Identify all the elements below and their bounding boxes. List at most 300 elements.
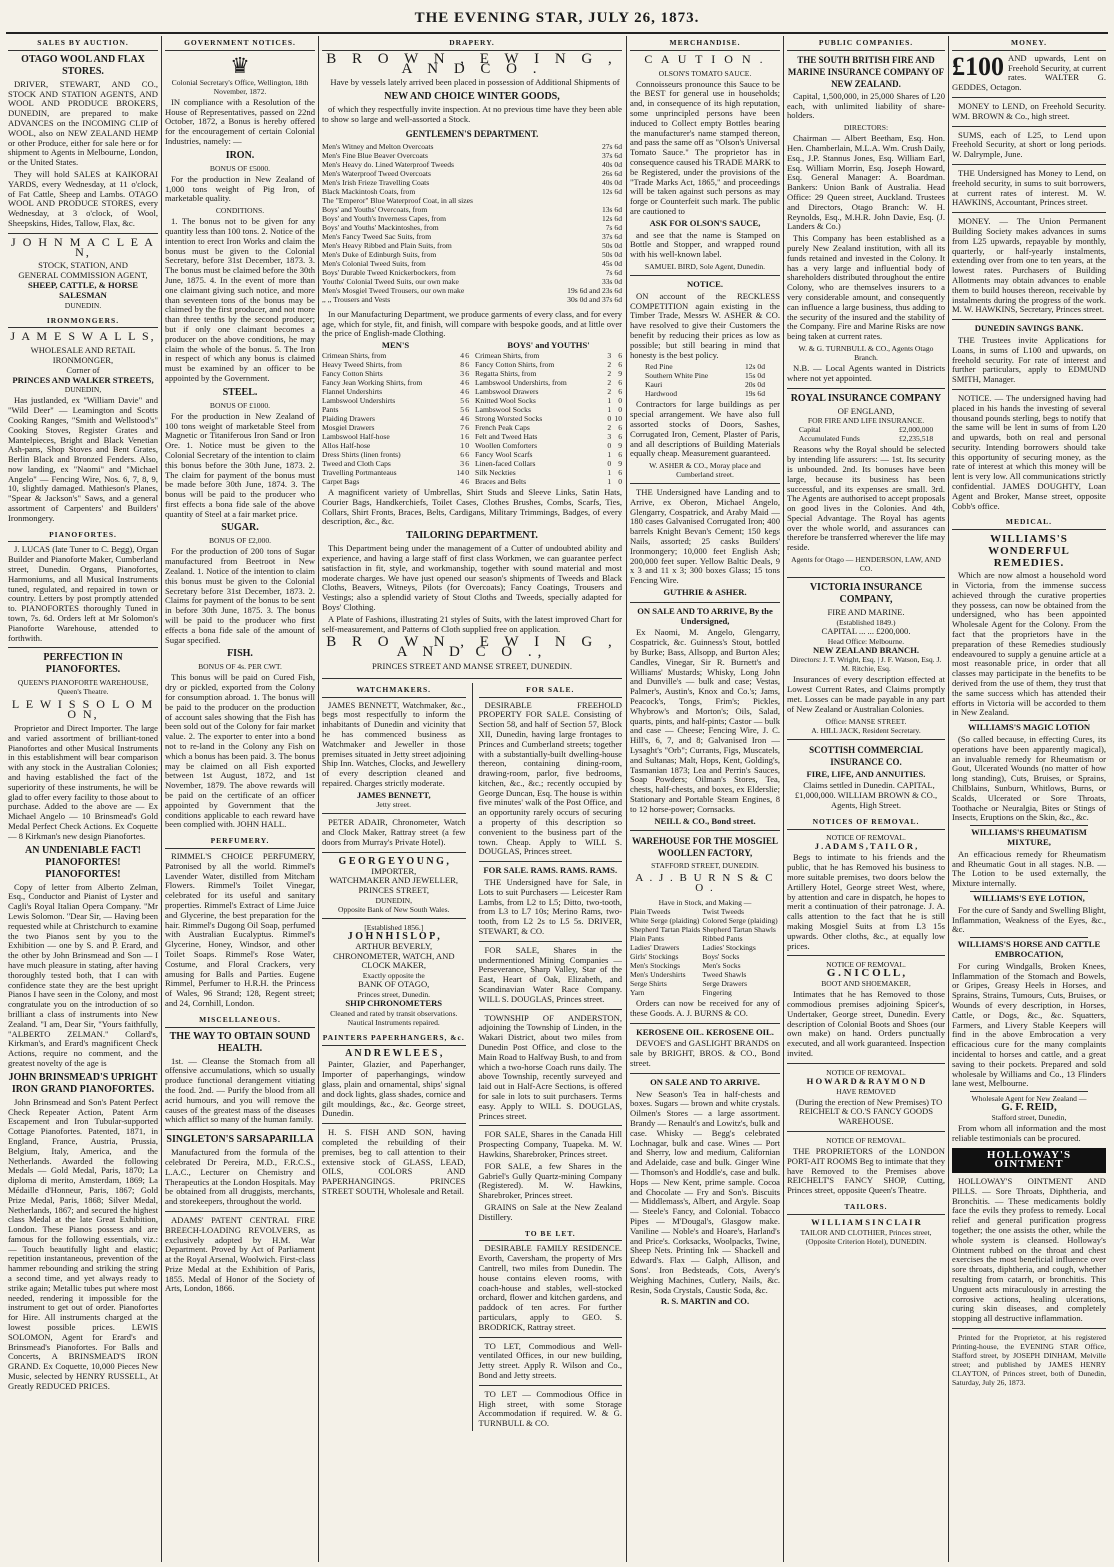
ad-line: NOTICE OF REMOVAL. xyxy=(826,960,906,970)
item-shillings: 2 xyxy=(607,386,612,396)
divider xyxy=(970,825,1088,826)
item-shillings: 3 xyxy=(607,431,612,441)
ad-line: FIRE, LIFE, AND ANNUITIES. xyxy=(806,768,926,779)
item-pence: 6 xyxy=(618,422,622,432)
ad-line: HAVE REMOVED xyxy=(836,1086,896,1096)
ad-title: J O H N H I S L O P , xyxy=(347,931,440,943)
item-price xyxy=(542,196,622,205)
ad-line: WHOLESALE AND RETAIL xyxy=(30,345,136,356)
item-name: Lambswool Undershirts, from xyxy=(475,377,567,387)
item-price: 50s 0d xyxy=(601,249,622,259)
item-price: 19s 6d xyxy=(744,389,765,399)
ad-body: This Company has been established as a purely New Zealand institution, with all its funds retained and invested in the Colony. It has a very large and influential body of shareholders distributed throughout the entire Colony, who are themselves insurers to a very considerable amount, and consequently can influence a large business, thus adding to the security of the insured and the stability of the Company. Fire and Marine Risks are now being taken at current rates. xyxy=(787,233,945,342)
ad-title: FOR SALE. RAMS. RAMS. RAMS. xyxy=(483,865,618,876)
divider xyxy=(952,212,1106,213)
column-rule xyxy=(161,36,162,1562)
item-shillings: 2 xyxy=(607,422,612,432)
section-heading: NOTICES OF REMOVAL. xyxy=(787,815,945,830)
divider xyxy=(630,1023,780,1024)
ad-body: In our Manufacturing Department, we produce garments of every class, and for every age, which for style, fit, and finish, will compare with bespoke goods, and at little over the price of English-made Clothing. xyxy=(322,308,622,339)
table-row xyxy=(799,434,933,443)
item-shillings: 1 xyxy=(460,440,464,450)
table-row xyxy=(475,450,622,459)
ad-body: TO LET — Commodious Office in High street, with some Storage Accommodation if required. W. & G. TURNBULL & CO. xyxy=(478,1388,622,1429)
ad-line: DIRECTORS: xyxy=(843,123,889,133)
table-row xyxy=(475,351,622,360)
ad-body: AND upwards, Lent on Freehold Security, at current rates. WALTER G. GEDDES, Octagon. xyxy=(952,52,1106,93)
item-pence: 6 xyxy=(618,359,622,369)
ad-body: Which are now almost a household word in Victoria, from the immense success achieved through the curative properties they possess, can now be obtained from the undersigned, who has been appointed Wholesale Agent for the Colony. From the fact that the proprietors have in the preparation of these Remedies studiously endeavoured to supply a genuine article at a most reasonable price, in order that all classes may participate in the benefits to be derived from the use of them, they trust that the same success which has attended their efforts in Victoria will be accorded to them in New Zealand. xyxy=(952,570,1106,718)
table-row xyxy=(475,396,622,405)
ad-body: New Season's Tea in half-chests and boxes. Sugars — brown and white crystals. Oilmen's Stores — a large assortment. Brandy — Renault's and Lowitz's, bulk and case. Whisky — Begg's celebrated Lochnagar, bulk and case. Wines — Port and Sherry, low and medium, Californian and Adelaide, case and bulk. Ginger Wine — Thomson's and Hoddle's, case and bulk. Hops — New Kent, prime sample. Cocoa and Chocolate — Fry and Son's. Biscuits — Middlemass's, Albert, and Argyle. Soap — Steele's Fancy, and Colonial. Tobacco Pipes — M'Dougal's, Glasgow make. Vaniline — Noble's and Hoare's, Harland's and Price's. Corksacks, Woolpacks, Twine, Sheep Nets. Printing Ink — Shackell and Edward's. Flax — Galph, Allison, and Sons'. Iron Bedsteads, Cots, Avery's Weighing Machines, Cutlery, Nails, &c. Resin, Soda Crystals, Caustic Soda, &c. xyxy=(630,1088,780,1295)
list-heading: BOYS' and YOUTHS' xyxy=(507,340,590,351)
price-lists xyxy=(322,341,622,486)
divider xyxy=(952,319,1106,320)
divider xyxy=(787,955,945,956)
divider xyxy=(479,1337,623,1338)
item-name: Twist Tweeds xyxy=(702,906,744,916)
item-name: Serge Shirts xyxy=(630,978,667,988)
ad-title: ON SALE AND TO ARRIVE. xyxy=(650,1076,760,1087)
item-name: Men's Heavy Ribbed and Plain Suits, from xyxy=(322,240,452,250)
item-pence: 6 xyxy=(465,422,469,432)
table-row xyxy=(322,286,622,295)
printer-imprint: Printed for the Proprietor, at his registered Printing-house, the EVENING STAR Office, Stafford street, by JOSEPH DINHAM, Melville street; and published by JAMES HENRY CLAYTON, of Princes street, both of Dunedin, Saturday, July 26, 1873. xyxy=(952,1333,1106,1388)
ad-title: AN UNDENIABLE FACT! PIANOFORTES! PIANOFORTES! xyxy=(25,844,141,880)
item-pence: 0 xyxy=(465,440,469,450)
item-name: Lambswool Half-hose xyxy=(322,431,390,441)
ad-body: Proprietor and Direct Importer. The large and varied assortment of brilliant-toned Pianofortes and other Musical Instruments in this establishment will bear comparison with any stock in the Australian Colonies; and having established the fact of the superiority of these instruments, he will be glad to offer every facility to those about to purchase. Added to the above are — Ex Michael Angelo — 10 Brinsmead's Gold Medal Perfect Check Actions. Ex Coquette — 8 Kirkman's new design Pianofortes. xyxy=(8,723,158,841)
item-price: 40s 0d xyxy=(601,159,622,169)
ad-body: FOR SALE, Shares in the Canada Hill Prospecting Company, Tuapeka. M. W. Hawkins, Sharebroker, Princes street. xyxy=(478,1129,622,1159)
ad-body: Manufactured from the formula of the celebrated Dr Pereira, M.D., F.R.C.S., L.A.C., Lecturer on Chemistry and Therapeutics at the London Hospitals. May be obtained from all druggists, merchants, and storekeepers, throughout the world. xyxy=(165,1147,315,1207)
item-shillings: 3 xyxy=(460,368,464,378)
table-row xyxy=(322,268,622,277)
divider xyxy=(8,233,158,234)
item-shillings: 4 xyxy=(460,386,464,396)
item-name: Yarn xyxy=(630,987,645,997)
ad-title: J . A D A M S , T A I L O R , xyxy=(814,840,918,851)
item-name: Men's Heavy do. Lined Waterproof Tweeds xyxy=(322,159,454,169)
ad-body: HOLLOWAY'S OINTMENT AND PILLS. — Sore Throats, Diphtheria, and Bronchitis. — These medicaments boldly face the evils they profess to remedy. Local relief and general purification progress together; the one assists the other, while the whole system is cleansed. Holloway's Ointment rubbed on the throat and chest exercises the most beneficial influence over sore throats, diphtheria, and cough, whether resulting from catarrh, or bronchitis. This Unguent acts miraculously in arresting the corrosive actions, healing ulcerations, curing skin diseases, and completely stopping all destructive inflammation. xyxy=(952,1176,1106,1324)
ad-title: WILLIAMS'S WONDERFUL REMEDIES. xyxy=(988,533,1070,570)
ad-title: G. F. REID, xyxy=(1001,1101,1057,1114)
item-name: Linen-faced Collars xyxy=(475,458,536,468)
section-heading: MISCELLANEOUS. xyxy=(165,1013,315,1028)
table-row xyxy=(322,414,469,423)
item-name: The "Emperor" Blue Waterproof Coat, in all sizes xyxy=(322,195,473,205)
ad-line: Opposite Bank of New South Wales. xyxy=(338,905,450,915)
timber-prices xyxy=(645,362,765,398)
item-pence: 6 xyxy=(465,368,469,378)
item-name: Shepherd Tartan Shawls xyxy=(702,924,776,934)
item-name: Fancy Cotton Shirts, from xyxy=(475,359,555,369)
ad-body: For curing Windgalls, Broken Knees, Inflammation of the Stomach and Bowels, or Gripes, Greasy Heels in Horses, and Sprains, Strains, Tumours, Cuts, Bruises, or Wounds of every description, in Horses, Cattle, or Dogs, &c., &c. Squatters, Farmers, and Livery Stable Keepers will find in the above Embrocation a very efficacious cure for the many complaints incidental to horses and cattle, and a great saving to their pockets. Prepared and sold wholesale by Williams and Co., 13 Flinders lane west, Melbourne. xyxy=(952,960,1106,1089)
item-name: French Peak Caps xyxy=(475,422,530,432)
item-price: 33s 0d xyxy=(601,276,622,286)
ad-title: B R O W N , E W I N G , A N D C O . xyxy=(326,50,618,77)
item-name: Lambswool Socks xyxy=(475,404,531,414)
item-name: Men's Colonial Tweed Suits, from xyxy=(322,258,426,268)
item-name: Serge Drawers xyxy=(702,978,748,988)
section-heading: PAINTERS PAPERHANGERS, &c. xyxy=(322,1031,466,1046)
ad-body: of which they respectfully invite inspection. At no previous time have they been able to show so large and well-assorted a Stock. xyxy=(322,104,622,124)
ad-line: Office: MANSE STREET. xyxy=(825,716,907,726)
divider xyxy=(952,1328,1106,1329)
item-pence: 6 xyxy=(465,449,469,459)
item-shillings: 8 xyxy=(460,359,464,369)
table-row xyxy=(322,196,622,205)
item-name: Plain Tweeds xyxy=(630,906,671,916)
item-name: Fancy Wool Scarfs xyxy=(475,449,533,459)
item-name: Capital xyxy=(798,425,821,435)
item-price: 40s 0d xyxy=(601,177,622,187)
section-heading: PUBLIC COMPANIES. xyxy=(787,36,945,51)
item-price: 12s 6d xyxy=(601,213,622,223)
ad-body: This Department being under the management of a Cutter of undoubted ability and experience, and having a large staff of first class Workmen, we can guarantee perfect satisfaction in fit, style, and workmanship, together with sound material and most moderate charges. We have just opened our season's shipments of Tweeds and Black Cloths, Beavers, Witneys, Pilots (for Overcoats); Fancy Coatings, Trousers and Vestings; also a splendid variety of Stout Cloths and Tweeds, specially adapted for Boys' Clothing. xyxy=(322,543,622,612)
item-name: Boys' and Youths' Overcoats, from xyxy=(322,204,428,214)
ad-line: BONUS OF £5000. xyxy=(209,163,271,173)
ad-body: NOTICE. — The undersigned having had placed in his hands the investing of several thousand pounds sterling, begs to notify that the same will be lent in sums of from L20 and upwards, both on real and personal security. Intending borrowers should take this opportunity of securing money, as the rate of interest at which this money will be lent is very low. All communications strictly confidential. JAMES DOUGHTY, Loan Agent and Broker, Manse street, opposite Cobb's office. xyxy=(952,392,1106,511)
item-name: Crimean Shirts, from xyxy=(322,350,387,360)
item-name: Men's Waterproof Tweed Overcoats xyxy=(322,168,431,178)
table-row xyxy=(630,943,780,952)
ad-line: CHRONOMETER, WATCH, AND xyxy=(332,950,455,961)
ad-line: QUEEN'S PIANOFORTE WAREHOUSE, Queen's Theatre. xyxy=(17,678,149,697)
table-row xyxy=(322,468,469,477)
divider xyxy=(787,1131,945,1132)
table-row xyxy=(322,459,469,468)
item-pence: 9 xyxy=(618,458,622,468)
ad-title: NEW AND CHOICE WINTER GOODS, xyxy=(384,91,560,103)
item-shillings: 3 xyxy=(460,458,464,468)
section-heading: IRONMONGERS. xyxy=(8,314,158,329)
item-shillings: 4 xyxy=(460,476,464,486)
item-pence: 9 xyxy=(618,440,622,450)
divider xyxy=(952,126,1106,127)
ad-line: CAPITAL ... ... £200,000. xyxy=(821,625,911,636)
ad-line: Stafford street, Dunedin, xyxy=(991,1112,1067,1122)
divider xyxy=(952,389,1106,390)
item-price: 26s 6d xyxy=(601,168,622,178)
item-pence: 6 xyxy=(465,458,469,468)
ad-line: Wholesale Agent for New Zealand — xyxy=(971,1094,1087,1104)
holloways-ointment-banner: HOLLOWAY'S OINTMENT xyxy=(952,1148,1106,1174)
ad-body: J. LUCAS (late Tuner to C. Begg), Organ Builder and Pianoforte Maker, Cumberland street, Dunedin. Organs, Pianofortes, Harmoniums, and all Musical Instruments tuned, regulated, and repaired in town or country. Letters by post promptly attended to. PIANOFORTES thoroughly Tuned in town, 7s. 6d. Orders left at Mr Solomon's Pianoforte Warehouse, attended to forthwith. xyxy=(8,544,158,643)
ad-title: PERFECTION IN PIANOFORTES. xyxy=(43,652,123,676)
item-name: Men's Socks xyxy=(702,960,741,970)
item-name: Ladies' Stockings xyxy=(702,942,756,952)
item-shillings: 2 xyxy=(607,368,612,378)
ad-body: and see that the name is Stamped on Bottle and Stopper, and wrapped round with his well-known label. xyxy=(630,229,780,260)
table-row xyxy=(322,441,469,450)
divider xyxy=(479,861,623,862)
section-heading: PERFUMERY. xyxy=(165,834,315,849)
divider xyxy=(787,388,945,389)
item-name: ,, ,, Trousers and Vests xyxy=(322,294,391,304)
item-shillings: 4 xyxy=(460,413,464,423)
item-pence: 0 xyxy=(618,476,622,486)
table-row xyxy=(475,414,622,423)
ad-body: Orders can now be received for any of these Goods. A. J. BURNS & CO. xyxy=(630,997,780,1018)
divider xyxy=(970,1091,1088,1092)
ad-amount: £100 xyxy=(952,51,1004,81)
price-list-boys xyxy=(475,351,622,486)
table-row xyxy=(630,970,780,979)
column-public-companies xyxy=(787,36,945,1562)
table-row xyxy=(630,961,780,970)
ad-title: JOHN BRINSMEAD'S UPRIGHT IRON GRAND PIANOFORTES. xyxy=(8,1071,158,1095)
ad-line: BONUS OF £1000. xyxy=(209,400,271,410)
ad-body: For the production of 200 tons of Sugar manufactured from Beetroot in New Zealand. 1. Notice of the intention to claim this bonus must be given to the Colonial Secretary before 31st December, 1873. 2. Claims for payment of the bonus to be sent in before 30th June, 1875. 3. The bonus will be paid to the producer who first effects a bona fide sale of the amount of Sugar specified. xyxy=(165,546,315,645)
ad-line: R. S. MARTIN and CO. xyxy=(660,1296,750,1307)
item-pence: 0 xyxy=(618,395,622,405)
ad-line: TAILOR AND CLOTHIER, Princes street, (Opposite Criterion Hotel), DUNEDIN. xyxy=(800,1227,932,1246)
ad-body: IN compliance with a Resolution of the House of Representatives, passed on 22nd October, 1872, a Bonus is hereby offered for the encouragement of certain Colonial Industries, namely: — xyxy=(165,96,315,146)
divider xyxy=(630,830,780,831)
ad-body: Painter, Glazier, and Paperhanger, Importer of paperhangings, window glass, plain and ornamental, ships' signal and dock lights, glass shades, cornice and gilt mouldings, &c., &c. George street, Dunedin. xyxy=(322,1059,466,1119)
item-name: Heavy Tweed Shirts, from xyxy=(322,359,402,369)
table-row xyxy=(322,277,622,286)
item-shillings: 3 xyxy=(607,350,612,360)
ad-title: WILLIAMS'S MAGIC LOTION xyxy=(967,722,1091,733)
item-name: Men's Fancy Tweed Sac Suits, from xyxy=(322,231,432,241)
ad-body: THE Undersigned has Money to Lend, on freehold security, in sums to suit borrowers, at current rates of interest. M. W. HAWKINS, Accountant, Princes street. xyxy=(952,167,1106,208)
column-rule xyxy=(783,36,784,1562)
item-pence: 6 xyxy=(465,359,469,369)
list-heading: MEN'S xyxy=(381,340,410,351)
ad-title: WILLIAMS'S RHEUMATISM MIXTURE, xyxy=(971,827,1087,847)
table-row xyxy=(475,360,622,369)
section-heading: FOR SALE. xyxy=(479,683,623,698)
ad-body: Reasons why the Royal should be selected by intending life assurers: — 1st. Its security is unbounded. 2nd. Its bonuses have been large, because its business has been successful, and its expenses are small. 3rd. The Agents are authorised to accept proposals on good lives in the Colonies. And 4th, Special Advantage. The Royal has agents over the whole world, and assurances can therefore be transferred wherever the life may reside. xyxy=(787,444,945,553)
ad-line: CONDITIONS. xyxy=(215,206,265,216)
section-heading: TAILORS. xyxy=(787,1200,945,1215)
item-value: £2,000,000 xyxy=(898,425,934,435)
ad-body: They will hold SALES at KAIKORAI YARDS, every Wednesday, at 11 o'clock, of Fat Cattle, Sheep and Lambs. OTAGO WOOL AND PRODUCE STORES, every Wednesday, at 3 o'clock, of Wool, Sheepskins, Hides, Tallow, Flax, &c. xyxy=(8,168,158,228)
item-name: Men's Duke of Edinburgh Suits, from xyxy=(322,249,437,259)
section-heading: GOVERNMENT NOTICES. xyxy=(165,36,315,51)
ad-body: An efficacious remedy for Rheumatism and Rheumatic Gout in all stages. N.B. — The Lotion to be used externally, the Mixture internally. xyxy=(952,848,1106,889)
ad-body: Has justlanded, ex "William Davie" and "Wild Deer" — Leamington and Scotts Cooking Ranges, "Smith and Wellstood's" Cooking Stoves, Register Grates and Mantelpieces, Bright and Black Venetian Ash-pans, Shop Stoves and Bent Grates, Berlin Black and Bronzed Fenders. Also, now landing, ex "Naomi" and "Michael Angelo" — Fencing Wire, Nos. 6, 7, 8, 9, 10, slightly damaged. Mathieson's Planes, "Spear & Jackson's" Saws, and a general assortment of Carpenters' and Builders' Ironmongery. xyxy=(8,395,158,523)
capital-table xyxy=(799,425,933,443)
item-name: Men's Undershirts xyxy=(630,969,686,979)
ad-line: SHIP CHRONOMETERS xyxy=(345,998,443,1009)
ad-line: ARTHUR BEVERLY, xyxy=(355,940,433,951)
item-shillings: 14 xyxy=(456,467,464,477)
ad-line: Corner of xyxy=(66,364,100,375)
ad-line: NOTICE OF REMOVAL. xyxy=(826,1135,906,1145)
table-row xyxy=(630,934,780,943)
divider xyxy=(787,577,945,578)
divider xyxy=(630,602,780,603)
item-pence: 6 xyxy=(465,431,469,441)
ad-line: BONUS OF 4s. PER CWT. xyxy=(198,662,282,672)
table-row xyxy=(322,477,469,486)
ad-line: JAMES BENNETT, xyxy=(356,789,431,800)
ad-title: SCOTTISH COMMERCIAL INSURANCE CO. xyxy=(809,744,923,767)
table-row xyxy=(630,988,780,997)
item-price: 7s 6d xyxy=(605,222,622,232)
divider xyxy=(479,1385,623,1386)
ad-line: GUTHRIE & ASHER. xyxy=(663,587,747,598)
item-name: Hardwood xyxy=(645,389,678,399)
item-price: 12s 6d xyxy=(601,186,622,196)
divider xyxy=(322,813,466,814)
item-name: Ribbed Pants xyxy=(702,933,743,943)
item-name: Boys' Durable Tweed Knickerbockers, from xyxy=(322,267,456,277)
item-shillings: 7 xyxy=(460,422,464,432)
ad-body: THE Undersigned have for Sale, in Lots to suit Purchasers — Leicester Ram Lambs, from L2 to L5; Ditto, two-tooth, from L3 to L7 10s; Merino Rams, two-tooth, from L2 2s to L5 5s. DRIVER, STEWART, & CO. xyxy=(478,877,622,937)
item-name: Braces and Belts xyxy=(475,476,527,486)
ad-line: NOTICE OF REMOVAL. xyxy=(826,1067,906,1077)
ad-line: BANK OF OTAGO, xyxy=(358,979,430,990)
item-name: Flannel Undershirts xyxy=(322,386,383,396)
item-shillings: 0 xyxy=(607,458,612,468)
column-rule xyxy=(948,36,949,1562)
ad-line: SAMUEL BIRD, Sole Agent, Dunedin. xyxy=(644,261,766,271)
divider xyxy=(952,97,1106,98)
ad-line: BOOT AND SHOEMAKER, xyxy=(821,979,911,989)
item-price: 19s 6d and 23s 6d xyxy=(567,285,622,295)
ad-title: B R O W N , E W I N G , A N D C O ., xyxy=(326,634,618,661)
item-shillings: 4 xyxy=(460,350,464,360)
ad-body: Connoisseurs pronounce this Sauce to be the BEST for general use in households; and, in consequence of its high reputation, some unprincipled persons have been induced to Collect empty Bottles bearing the manufacturer's name stamped thereon, and pass the same off as "Olson's Universal Tomato Sauce." The proprietor has in consequence caused his TRADE MARK to be Registered, under the provisions of the "Trade Marks Act, 1865," and proceedings will be taken against such persons as may forge or Counterfeit such mark. The public are cautioned to xyxy=(630,78,780,216)
item-price: 15s 0d xyxy=(744,371,765,381)
ad-title: ROYAL INSURANCE COMPANY xyxy=(790,392,942,404)
ad-body: For the production in New Zealand of 1,000 tons weight of Pig Iron, of marketable quality. xyxy=(165,173,315,204)
item-name: Lambswool Drawers xyxy=(475,386,539,396)
divider xyxy=(787,1063,945,1064)
column-drapery xyxy=(322,36,622,1562)
item-name: Woollen Comforters xyxy=(475,440,538,450)
item-price: 37s 6d xyxy=(601,231,622,241)
table-row xyxy=(322,295,622,304)
item-price: 37s 6d xyxy=(601,150,622,160)
ad-body: SUMS, each of L25, to Lend upon Freehold Security, at short or long periods. W. Dalrymple, June. xyxy=(952,129,1106,160)
item-pence: 6 xyxy=(618,449,622,459)
item-shillings: 0 xyxy=(607,440,612,450)
ad-body: 1st. — Cleanse the Stomach from all offensive accumulations, which so usually produce functional derangement vitiating the food. 2nd. — Purify the blood from all acrid humours, and you will remove the causes of the greatest mass of the diseases which afflict so many of the human family. xyxy=(165,1055,315,1125)
item-pence: 0 xyxy=(618,404,622,414)
item-name: Mosgiel Drawers xyxy=(322,422,375,432)
ad-body: JAMES BENNETT, Watchmaker, &c., begs most respectfully to inform the inhabitants of Dunedin and vicinity that he has commenced business as Watchmaker and Jeweller in those premises situated in Jetty street adjoining Ship Inn. Watches, Clocks, and Jewellery of every description cleaned and repaired. Charges strictly moderate. xyxy=(322,699,466,788)
item-name: Dress Shirts (linen fronts) xyxy=(322,449,401,459)
ad-line: NEILL & CO., Bond street. xyxy=(654,815,756,826)
ad-body: FOR SALE, Shares in the undermentioned Mining Companies — Perseverance, Sharp Valley, Star of the East, Heart of Oak, Elizabeth, and Scandinavian Water Race Company. WILL S. DOUGLAS, Princes street. xyxy=(478,944,622,1004)
ad-line: Princes street, Dunedin. xyxy=(357,990,431,1000)
item-pence: 6 xyxy=(465,404,469,414)
table-row xyxy=(475,441,622,450)
item-name: Accumulated Funds xyxy=(798,434,860,444)
ad-line: SHEEP, CATTLE, & HORSE SALESMAN xyxy=(27,279,139,300)
table-row xyxy=(630,907,780,916)
ad-title: GENTLEMEN'S DEPARTMENT. xyxy=(405,128,539,139)
ad-line: Exactly opposite the xyxy=(362,971,425,981)
ad-body: PETER ADAIR, Chronometer, Watch and Clock Maker, Rattray street (a few doors from Murray's Private Hotel). xyxy=(322,817,466,848)
divider xyxy=(970,891,1088,892)
divider xyxy=(165,1211,315,1212)
ad-line: Colonial Secretary's Office, Wellington, 18th November, 1872. xyxy=(171,77,309,96)
item-name: Red Pine xyxy=(645,362,673,372)
column-rule xyxy=(626,36,627,1562)
item-name: Youths' Colonial Tweed Suits, our own make xyxy=(322,276,459,286)
table-row xyxy=(322,151,622,160)
table-row xyxy=(322,378,469,387)
ad-line: FOR FIRE AND LIFE INSURANCE. xyxy=(807,416,925,426)
ad-line: Jetty street. xyxy=(376,800,412,810)
item-pence: 6 xyxy=(465,395,469,405)
ad-title: L E W I S S O L O M O N, xyxy=(11,697,155,722)
item-name: Lambswool Undershirts xyxy=(322,395,396,405)
item-shillings: 1 xyxy=(607,449,612,459)
ad-line: DUNEDIN, xyxy=(64,385,102,395)
item-name: Ladies' Drawers xyxy=(630,942,680,952)
item-shillings: 4 xyxy=(460,377,464,387)
item-price: 20s 0d xyxy=(744,380,765,390)
ad-line: OLSON'S TOMATO SAUCE. xyxy=(658,68,752,78)
item-pence: 6 xyxy=(465,476,469,486)
divider xyxy=(970,720,1088,721)
item-name: Strong Worsted Socks xyxy=(475,413,543,423)
item-shillings: 1 xyxy=(607,467,612,477)
ad-title: SUGAR. xyxy=(221,522,259,534)
ad-body: FOR SALE, a few Shares in the Gabriel's Gully Quartz-mining Company (Registered). M. W. Hawkins, Sharebroker, Princes street. xyxy=(478,1160,622,1201)
table-row xyxy=(645,362,765,371)
table-row xyxy=(322,432,469,441)
ad-body: RIMMEL'S CHOICE PERFUMERY, Patronised by all the world. Rimmel's Lavender Water, distilled from Mitcham Flowers. Rimmel's Toilet Vinegar, celebrated for its useful and sanitary properties. Rimmel's Extract of Lime Juice and Glycerine, the best preparation for the hair. Rimmel's Dugong Oil Soap, perfumed with Australian Eucalyptus. Rimmel's Glycerine, Honey, Windsor, and other Toilet Soaps. Rimmel's Rose Water, Costume, and Floral Crackers, very amusing for Balls and Parties. Eugene Rimmel, Perfumer to H.R.H. the Princess of Wales, 96 Strand; 128, Regent street; and 24, Cornhill, London. xyxy=(165,851,315,1008)
ad-line: OF ENGLAND, xyxy=(837,405,895,416)
table-row xyxy=(475,468,622,477)
divider xyxy=(630,483,780,484)
item-name: Tweed and Cloth Caps xyxy=(322,458,391,468)
item-pence: 6 xyxy=(465,386,469,396)
item-pence: 6 xyxy=(618,386,622,396)
ad-title: TAILORING DEPARTMENT. xyxy=(406,530,538,542)
table-row xyxy=(322,169,622,178)
item-name: Tweed Shawls xyxy=(702,969,747,979)
section-heading: PIANOFORTES. xyxy=(8,528,158,543)
table-row xyxy=(645,389,765,398)
item-name: White Serge (plaiding) xyxy=(630,915,700,925)
item-name: Crimean Shirts, from xyxy=(475,350,540,360)
ad-line: FIRE AND MARINE. xyxy=(827,607,905,618)
divider xyxy=(479,1125,623,1126)
item-price: 45s 0d xyxy=(601,258,622,268)
table-row xyxy=(322,405,469,414)
table-row xyxy=(645,371,765,380)
ad-title: C A U T I O N . xyxy=(644,51,766,66)
table-row xyxy=(322,450,469,459)
item-shillings: 5 xyxy=(460,395,464,405)
column-rule xyxy=(318,36,319,1562)
divider xyxy=(630,1073,780,1074)
item-name: Fancy Cotton Shirts xyxy=(322,368,383,378)
ad-line: PRINCES STREET AND MANSE STREET, DUNEDIN. xyxy=(372,660,572,671)
section-heading: WATCHMAKERS. xyxy=(322,683,466,698)
price-list-gents xyxy=(322,142,622,304)
table-row xyxy=(630,925,780,934)
item-shillings: 5 xyxy=(460,404,464,414)
item-name: Men's Mosgiel Tweed Trousers, our own make xyxy=(322,285,465,295)
ad-line: DUNEDIN, xyxy=(375,896,412,906)
ad-line: GENERAL COMMISSION AGENT, xyxy=(18,270,148,281)
ad-body: THE PROPRIETORS of the LONDON PORT-AIT ROOMS Beg to intimate that they have Removed to the Premises above REICHELT'S FANCY SHOP, Cutting, Princes street, opposite Queen's Theatre. xyxy=(787,1145,945,1196)
ad-body: MONEY to LEND, on Freehold Security. WM. BROWN & Co., high street. xyxy=(952,100,1106,121)
column-money xyxy=(952,36,1106,1562)
ad-body: Chairman — Albert Beetham, Esq. Hon. Hen. Chamberlain, M.L.A. Wm. Crush Daily, Esq., J.P. Stannus Jones, Esq. William Earl, Esq. William Morrin, Esq. Joseph Howard, Esq. General Manager: A. Boardman. Bankers: Union Bank of Australia. Head Office: 29 Queen street, Auckland. Trustees and Directors, Otago Branch: W. H. Reynolds, Esq., M.H.R. John Davie, Esq. (J. Landers & Co.) xyxy=(787,133,945,232)
ad-body: Copy of letter from Alberto Zelman, Esq., Conductor and Pianist of Lyster and Cagli's Royal Italian Opera Company. "Mr Lewis Solomon. "Dear Sir, — Having been requested while at Christchurch to examine the two Pianos sent by you to the Exhibition — one by S. and P. Erard, and the other by John Brinsmead and Son — I have much pleasure in stating, after having thoroughly tested both, that I can with confidence state they are the best upright Pianos I have seen in the Colony, and most congratulate you on the introduction of so brilliant a class of instruments into New Zealand. "I am, Dear Sir, "Yours faithfully, "ALBERTO ZELMAN." Collard's, Kirkman's, and Erard's magnificent Check Actions, require no comment, and the greatest novelty of the age is xyxy=(8,881,158,1068)
